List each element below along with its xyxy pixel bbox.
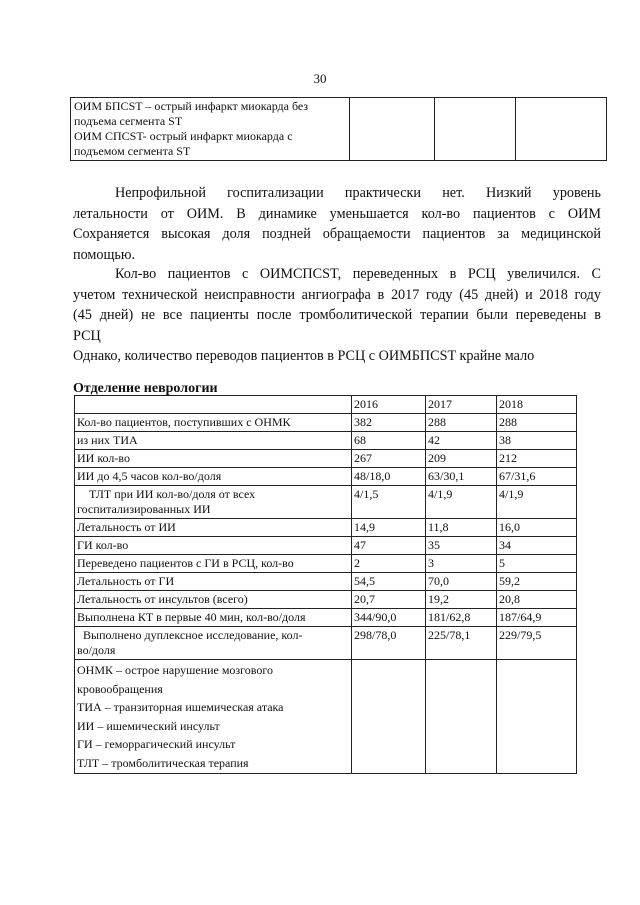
paragraph-line: Непрофильной госпитализации практически нет. Низкий уровень bbox=[115, 185, 601, 201]
value-cell: 344/90,0 bbox=[352, 609, 426, 627]
neurology-table bbox=[74, 395, 577, 774]
value-cell: 20,7 bbox=[352, 591, 426, 609]
year-header: 2016 bbox=[352, 396, 426, 414]
legend-row bbox=[75, 660, 577, 774]
value-cell: 14,9 bbox=[352, 519, 426, 537]
value-cell: 34 bbox=[497, 537, 577, 555]
abbreviation-cell bbox=[71, 98, 350, 161]
paragraph-rsc-transfers bbox=[73, 264, 601, 346]
row-label: Летальность от ГИ bbox=[75, 573, 352, 591]
row-label: ИИ до 4,5 часов кол-во/доля bbox=[75, 468, 352, 486]
value-cell: 4/1,9 bbox=[426, 486, 497, 519]
row-label: из них ТИА bbox=[75, 432, 352, 450]
value-cell: 16,0 bbox=[497, 519, 577, 537]
value-cell: 68 bbox=[352, 432, 426, 450]
value-cell: 11,8 bbox=[426, 519, 497, 537]
value-cell: 70,0 bbox=[426, 573, 497, 591]
table-row bbox=[71, 98, 607, 161]
page-number: 30 bbox=[313, 71, 327, 86]
row-label: Летальность от ИИ bbox=[75, 519, 352, 537]
row-label: Выполнена КТ в первые 40 мин, кол-во/доля bbox=[75, 609, 352, 627]
value-cell: 5 bbox=[497, 555, 577, 573]
value-cell: 4/1,9 bbox=[497, 486, 577, 519]
paragraph-conclusion bbox=[73, 346, 601, 367]
year-header: 2017 bbox=[426, 396, 497, 414]
table-row bbox=[75, 627, 577, 660]
abbreviation-line: подъемом сегмента ST bbox=[74, 144, 191, 158]
empty-cell bbox=[435, 98, 516, 161]
table-row bbox=[75, 450, 577, 468]
row-label: Переведено пациентов с ГИ в РСЦ, кол-во bbox=[75, 555, 352, 573]
value-cell: 42 bbox=[426, 432, 497, 450]
paragraph-line: Сохраняется высокая доля поздней обращаемости пациентов за медицинской bbox=[73, 226, 601, 242]
value-cell: 229/79,5 bbox=[497, 627, 577, 660]
value-cell: 288 bbox=[497, 414, 577, 432]
table-row bbox=[75, 573, 577, 591]
abbreviation-line: ОИМ СПСST- острый инфаркт миокарда с bbox=[74, 129, 293, 143]
row-label: ИИ кол-во bbox=[75, 450, 352, 468]
section-title: Отделение неврологии bbox=[73, 381, 218, 396]
year-header: 2018 bbox=[497, 396, 577, 414]
oim-abbreviation-table bbox=[70, 97, 607, 161]
paragraph-line: помощью. bbox=[73, 246, 136, 263]
row-label: ТЛТ при ИИ кол-во/доля от всех госпитализированных ИИ bbox=[75, 486, 352, 519]
value-cell: 35 bbox=[426, 537, 497, 555]
value-cell: 209 bbox=[426, 450, 497, 468]
value-cell: 19,2 bbox=[426, 591, 497, 609]
value-cell: 225/78,1 bbox=[426, 627, 497, 660]
paragraph-line: Однако, количество переводов пациентов в РСЦ с ОИМБПСST крайне мало bbox=[73, 348, 535, 364]
table-row bbox=[75, 468, 577, 486]
value-cell: 267 bbox=[352, 450, 426, 468]
row-label: ГИ кол-во bbox=[75, 537, 352, 555]
paragraph-line: Кол-во пациентов с ОИМСПСST, переведенных в РСЦ увеличился. С bbox=[115, 266, 601, 282]
abbreviation-legend: ОНМК – острое нарушение мозгового кровообращения ТИА – транзиторная ишемическая атака ИИ – ишемический инсульт ГИ – геморрагический инсульт ТЛТ – тромболитическая терапия bbox=[75, 660, 352, 774]
value-cell: 298/78,0 bbox=[352, 627, 426, 660]
table-row bbox=[75, 486, 577, 519]
value-cell: 3 bbox=[426, 555, 497, 573]
value-cell: 382 bbox=[352, 414, 426, 432]
empty-cell bbox=[497, 660, 577, 774]
paragraph-oim-summary bbox=[73, 183, 601, 265]
value-cell: 48/18,0 bbox=[352, 468, 426, 486]
value-cell: 59,2 bbox=[497, 573, 577, 591]
table-row bbox=[75, 609, 577, 627]
value-cell: 181/62,8 bbox=[426, 609, 497, 627]
abbreviation-line: ОИМ БПСST – острый инфаркт миокарда без bbox=[74, 99, 309, 113]
value-cell: 288 bbox=[426, 414, 497, 432]
empty-cell bbox=[516, 98, 607, 161]
empty-cell bbox=[350, 98, 435, 161]
value-cell: 38 bbox=[497, 432, 577, 450]
row-label: Выполнено дуплексное исследование, кол- во/доля bbox=[75, 627, 352, 660]
paragraph-line: учетом технической неисправности ангиографа в 2017 году (45 дней) и 2018 году bbox=[73, 286, 601, 303]
value-cell: 2 bbox=[352, 555, 426, 573]
row-label: Кол-во пациентов, поступивших с ОНМК bbox=[75, 414, 352, 432]
empty-cell bbox=[352, 660, 426, 774]
value-cell: 63/30,1 bbox=[426, 468, 497, 486]
header-empty-cell bbox=[75, 396, 352, 414]
paragraph-line: РСЦ bbox=[73, 327, 101, 344]
value-cell: 20,8 bbox=[497, 591, 577, 609]
paragraph-line: летальности от ОИМ. В динамике уменьшается кол-во пациентов с ОИМ bbox=[73, 205, 601, 222]
value-cell: 67/31,6 bbox=[497, 468, 577, 486]
table-row bbox=[75, 432, 577, 450]
value-cell: 4/1,5 bbox=[352, 486, 426, 519]
table-row bbox=[75, 591, 577, 609]
table-row bbox=[75, 414, 577, 432]
value-cell: 212 bbox=[497, 450, 577, 468]
table-header-row bbox=[75, 396, 577, 414]
value-cell: 54,5 bbox=[352, 573, 426, 591]
value-cell: 187/64,9 bbox=[497, 609, 577, 627]
paragraph-line: (45 дней) не все пациенты после тромболитической терапии были переведены в bbox=[73, 307, 601, 323]
empty-cell bbox=[426, 660, 497, 774]
abbreviation-line: подъема сегмента ST bbox=[74, 114, 183, 128]
table-row bbox=[75, 537, 577, 555]
value-cell: 47 bbox=[352, 537, 426, 555]
table-row bbox=[75, 519, 577, 537]
row-label: Летальность от инсультов (всего) bbox=[75, 591, 352, 609]
table-row bbox=[75, 555, 577, 573]
